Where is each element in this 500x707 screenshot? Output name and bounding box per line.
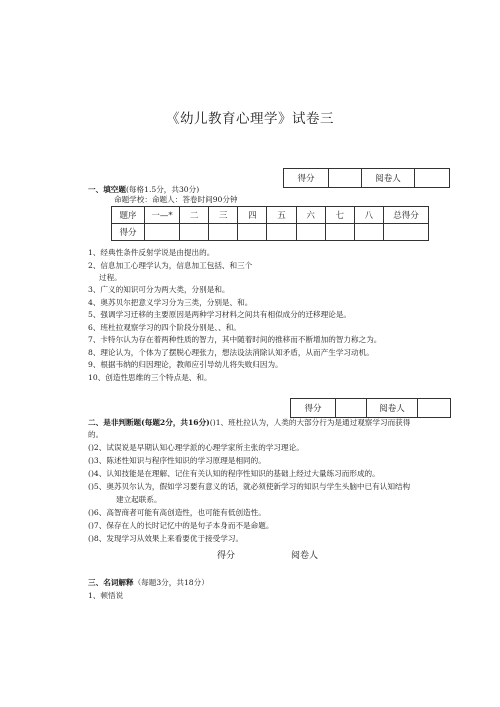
grade-score-cell[interactable] [325, 224, 354, 241]
grade-header-cell: 一—* [145, 207, 180, 224]
section3-note: （每题3分，共18分） [133, 578, 209, 587]
section2-heading [88, 418, 410, 428]
reviewer-label: 阅卷人 [362, 169, 415, 188]
grade-header-cell: 题序 [112, 207, 145, 224]
grade-score-cell[interactable] [267, 224, 296, 241]
grade-header-cell: 五 [267, 207, 296, 224]
grade-row-label: 得分 [112, 224, 145, 241]
grade-header-cell: 二 [180, 207, 209, 224]
fill-question-cont: 过程。 [99, 273, 122, 282]
grade-header-cell: 六 [296, 207, 325, 224]
judge-question-cont: 的。 [88, 430, 104, 439]
reviewer-value-cell[interactable] [418, 399, 451, 418]
section3-title: 名词解释 [103, 578, 134, 587]
fill-question: 1、经典性条件反射学说是由提出的。 [88, 248, 215, 257]
judge-question: ()3、陈述性知识与程序性知识的学习原理是相同的。 [88, 456, 266, 465]
grade-score-cell[interactable] [238, 224, 267, 241]
score-value-cell[interactable] [329, 169, 362, 188]
reviewer-value-cell[interactable] [415, 169, 450, 188]
fill-question: 9、根据韦纳的归因理论，教师应引导幼儿将失败归因为。 [88, 360, 283, 369]
fill-question: 7、卡特尔认为存在着两种性质的智力，其中随着时间的推移而不断增加的智力称之为。 [88, 335, 382, 344]
score-value-cell[interactable] [336, 399, 367, 418]
judge-question: ()4、认知技能是在理解、记住有关认知的程序性知识的基础上经过大量练习而形成的。 [88, 469, 380, 478]
grade-table [111, 206, 429, 241]
section1-title: 填空题 [103, 185, 126, 194]
fill-question: 10、创造性思维的三个特点是、和。 [88, 373, 212, 382]
section1-note: (每格1.5分，共30分) [125, 185, 200, 194]
fill-question: 4、奥苏贝尔把意义学习分为三类，分别是、和。 [88, 298, 253, 307]
term-question: 1、顿悟说 [88, 591, 124, 600]
grade-header-cell: 八 [354, 207, 383, 224]
grade-score-cell[interactable] [354, 224, 383, 241]
section2-prefix: 二、 [88, 418, 104, 427]
grade-header-cell: 三 [209, 207, 238, 224]
reviewer-label: 阅卷人 [367, 399, 418, 418]
exam-meta: 命题学校：命题人：答卷时间90分钟 [114, 195, 238, 204]
grade-header-cell: 七 [325, 207, 354, 224]
judge-question: ()6、高智商者可能有高创造性，也可能有低创造性。 [88, 508, 266, 517]
score-label: 得分 [284, 169, 329, 188]
judge-question: ()8、发现学习从效果上来看要优于接受学习。 [88, 534, 244, 543]
section2-note: (每题2分，共16分) [141, 418, 210, 427]
section3-prefix: 三、 [88, 578, 104, 587]
grade-score-cell[interactable] [180, 224, 209, 241]
fill-question: 3、广义的知识可分为两大类，分别是和。 [88, 285, 230, 294]
grade-score-cell[interactable] [145, 224, 180, 241]
judge-question: ()5、奥苏贝尔认为，假如学习要有意义的话，就必须使新学习的知识与学生头脑中已有认知结构 [88, 482, 411, 491]
grade-header-cell: 四 [238, 207, 267, 224]
judge-question: ()2、试误说是早期认知心理学派的心理学家所主张的学习理论。 [88, 443, 304, 452]
fill-question: 2、信息加工心理学认为，信息加工包括、和三个 [88, 261, 253, 270]
judge-question-cont: 建立起联系。 [116, 495, 162, 504]
grade-table-header-row [112, 207, 429, 224]
grade-table-score-row [112, 224, 429, 241]
score-label: 得分 [291, 399, 336, 418]
fill-question: 6、班杜拉观察学习的四个阶段分别是、、和。 [88, 323, 241, 332]
score-box [290, 398, 451, 418]
grade-header-cell: 总得分 [384, 207, 429, 224]
inline-score-label: 得分 [217, 551, 236, 561]
fill-question: 5、强调学习迁移的主要原因是两种学习材料之间共有相似成分的迁移理论是。 [88, 310, 352, 319]
section1-heading [88, 185, 199, 195]
fill-question: 8、理论认为，个体为了摆脱心理张力，想法设法消除认知矛盾，从而产生学习动机。 [88, 348, 374, 357]
section2-title: 是非判断题 [103, 418, 142, 427]
grade-score-cell[interactable] [296, 224, 325, 241]
grade-score-cell[interactable] [209, 224, 238, 241]
judge-question: ()7、保存在人的长时记忆中的是句子本身而不是命题。 [88, 521, 274, 530]
inline-reviewer-label: 阅卷人 [291, 551, 319, 561]
judge-question: ()1、班杜拉认为，人类的大部分行为是通过观察学习而获得 [209, 418, 411, 427]
score-box [283, 168, 450, 188]
grade-score-cell[interactable] [384, 224, 429, 241]
section1-prefix: 一、 [88, 185, 104, 194]
section3-heading [88, 578, 209, 588]
page-title: 《幼儿教育心理学》试卷三 [166, 111, 334, 127]
